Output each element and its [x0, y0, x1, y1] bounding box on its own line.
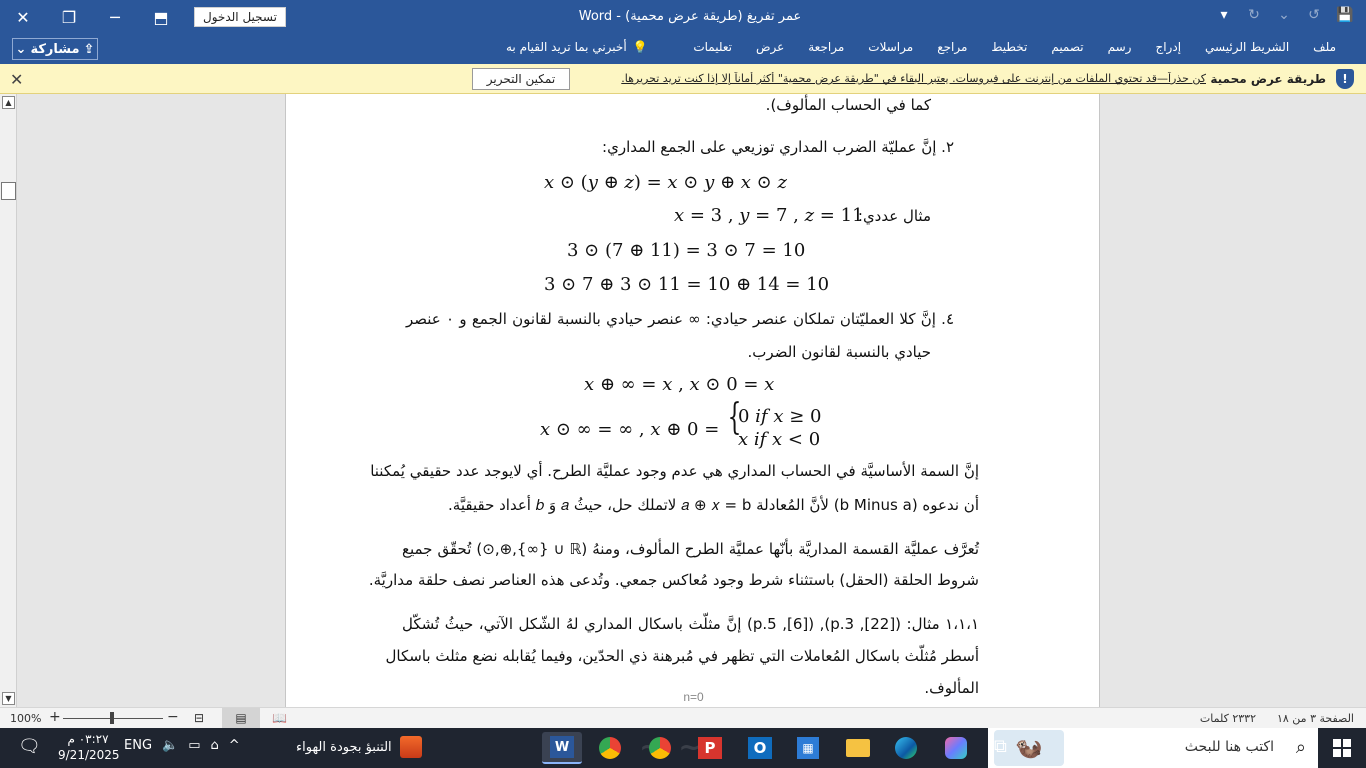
weather-text: التنبؤ بجودة الهواء — [296, 739, 392, 755]
text-line: إنَّ السمة الأساسيَّة في الحساب المداري هي عدم وجود عمليَّة الطرح. أي لايوجد عدد حقيقي يُمكننا — [370, 462, 979, 480]
status-bar — [0, 707, 1366, 728]
customize-qat-icon[interactable]: ▾ — [1220, 7, 1228, 23]
save-icon[interactable]: 💾 — [1336, 7, 1354, 23]
outlook-app-icon[interactable]: O — [740, 732, 780, 764]
text-line: مثال عددي: — [857, 207, 931, 225]
tab-mailings[interactable]: مراسلات — [868, 40, 914, 54]
text-line: ٤. إنَّ كلا العمليّتان تملكان عنصر حيادي: ∞ عنصر حيادي بالنسبة لقانون الجمع و ٠ عنصر — [406, 310, 955, 328]
ribbon-tabs-bar — [0, 34, 1366, 64]
file-explorer-app-icon[interactable] — [838, 732, 878, 764]
window-title: عمر تفريغ (طريقة عرض محمية) - Word — [578, 9, 802, 24]
protected-view-message[interactable]: كن حذراً—قد تحتوي الملفات من إنترنت على فيروسات. يعتبر البقاء في "طريقة عرض محمية" أكثر أماناً إلا إذا كنت تريد تحريرها. — [621, 72, 1206, 85]
network-icon[interactable]: ⌂ — [210, 738, 219, 753]
search-placeholder: اكتب هنا للبحث — [1184, 739, 1274, 755]
protected-view-title: طريقة عرض محمية — [1210, 72, 1326, 86]
task-view-icon[interactable]: ⧉ — [994, 736, 1007, 757]
page-count[interactable]: الصفحة ٣ من ١٨ — [1276, 712, 1354, 725]
system-tray — [124, 738, 240, 753]
math-equation: 𝑥 ⊙ ∞ = ∞ , 𝑥 ⊕ 0 = — [540, 419, 720, 440]
math-equation: 𝑥 = 3 , 𝑦 = 7 , 𝑧 = 11 — [674, 205, 864, 226]
edge-app-icon[interactable] — [886, 732, 926, 764]
tell-me-search[interactable] — [506, 40, 648, 54]
tab-draw[interactable]: رسم — [1107, 40, 1132, 54]
word-app-icon[interactable]: W — [542, 732, 582, 764]
tab-help[interactable]: تعليمات — [693, 40, 732, 54]
taskbar-clock[interactable] — [58, 731, 118, 763]
windows-logo-icon — [1333, 739, 1351, 757]
text-line: كما في الحساب المألوف). — [765, 96, 931, 114]
print-layout-icon[interactable]: ▤ — [222, 708, 260, 728]
text-line: أن ندعوه (b Minus a) لأنَّ المُعادلة 𝑎 ⊕ 𝑥 = b لاتملك حل، حيثُ 𝑎 وَ 𝑏 أعداد حقيقيَّة. — [448, 496, 979, 514]
tab-insert[interactable]: إدراج — [1155, 40, 1182, 54]
redo-icon[interactable]: ↻ — [1248, 7, 1260, 23]
read-mode-icon[interactable]: 📖 — [272, 711, 287, 725]
tab-review[interactable]: مراجعة — [808, 40, 845, 54]
share-icon: ⇪ — [83, 41, 95, 57]
wps-app-icon[interactable]: P — [690, 732, 730, 764]
focus-mode-icon[interactable]: ⊟ — [194, 711, 205, 725]
tab-layout[interactable]: تخطيط — [991, 40, 1028, 54]
text-line: شروط الحلقة (الحقل) باستثناء شرط وجود مُعاكس جمعي. وتُدعى هذه العناصر نصف حلقة مداريَّة. — [368, 571, 979, 589]
tab-design[interactable]: تصميم — [1051, 40, 1084, 54]
math-equation: 3 ⊙ 7 ⊕ 3 ⊙ 11 = 10 ⊕ 14 = 10 — [544, 274, 830, 295]
word-count[interactable]: ٢٣٣٢ كلمات — [1199, 712, 1256, 725]
air-quality-icon — [400, 736, 422, 758]
scrollbar-thumb[interactable] — [1, 182, 16, 200]
chrome-profile-app-icon[interactable] — [590, 732, 630, 764]
vertical-scrollbar[interactable] — [0, 94, 17, 707]
undo-dropdown-icon[interactable]: ⌄ — [1278, 7, 1290, 23]
chrome-app-icon[interactable] — [640, 732, 680, 764]
clock-time: ٠٣:٢٧ م — [67, 732, 109, 746]
tab-home[interactable]: الشريط الرئيسي — [1205, 40, 1290, 54]
taskbar-search-box[interactable] — [988, 728, 1318, 768]
zoom-slider-thumb[interactable] — [110, 712, 114, 724]
notification-center-icon[interactable]: 🗨 — [18, 736, 41, 757]
ribbon-tabs — [681, 40, 1348, 54]
close-icon[interactable]: ✕ — [10, 70, 24, 89]
tell-me-label: أخبرني بما تريد القيام به — [506, 40, 627, 54]
watermark: ~ — [678, 730, 705, 763]
math-equation: 𝑥 ⊙ (𝑦 ⊕ 𝑧) = 𝑥 ⊙ 𝑦 ⊕ 𝑥 ⊙ 𝑧 — [544, 172, 787, 193]
text-line: أسطر مُثلّث باسكال المُعاملات التي تظهر في مُبرهنة ذي الحدّين، وفيما يُقابله نضع مثلث باسكال — [385, 647, 979, 665]
scroll-down-icon[interactable]: ▼ — [2, 692, 15, 705]
zoom-out-button[interactable]: + — [49, 709, 61, 725]
share-button[interactable] — [12, 38, 98, 60]
text-line: تُعرَّف عمليَّة القسمة المداريَّة بأنّها عمليَّة الطرح المألوف، ومنهُ (ℝ ∪ {∞},⊕,⊙) تُحقّق جميع — [402, 540, 979, 558]
quick-access-toolbar — [1216, 7, 1352, 23]
minimize-window-button[interactable]: ─ — [110, 7, 120, 27]
close-window-button[interactable]: ✕ — [16, 7, 30, 27]
taskbar — [0, 728, 1366, 768]
tab-view[interactable]: عرض — [755, 40, 785, 54]
share-label: مشاركة — [30, 41, 80, 57]
text-line: ١،١،١ مثال: ([22], p.3), ([6], p.5) إنَّ مثلّث باسكال المداري لهُ الشّكل الآتي، حيثُ تُشكّل — [402, 615, 980, 633]
restore-window-button[interactable]: ❐ — [61, 7, 77, 27]
lightbulb-icon: 💡 — [632, 40, 648, 54]
protected-view-bar — [0, 64, 1366, 94]
math-equation: 𝑥 ⊕ ∞ = 𝑥 , 𝑥 ⊙ 0 = 𝑥 — [584, 374, 775, 395]
tab-file[interactable]: ملف — [1313, 40, 1336, 54]
math-case: 𝑥 𝑖𝑓 𝑥 < 0 — [738, 429, 821, 450]
store-app-icon[interactable]: ▦ — [788, 732, 828, 764]
document-area — [0, 94, 1366, 707]
scroll-up-icon[interactable]: ▲ — [2, 96, 15, 109]
windows-start-button[interactable] — [1318, 728, 1366, 768]
clock-date: 9/21/2025 — [58, 748, 120, 762]
shield-icon: ! — [1336, 69, 1354, 89]
volume-icon[interactable]: 🔈 — [162, 738, 179, 753]
page-footer-text: n=0 — [683, 690, 704, 704]
show-hidden-icons-chevron-icon[interactable]: ^ — [228, 738, 240, 753]
ribbon-display-options-button[interactable]: ⬒ — [153, 7, 169, 27]
text-line: المألوف. — [924, 679, 979, 697]
enable-editing-button[interactable]: تمكين التحرير — [472, 68, 570, 90]
text-line: حيادي بالنسبة لقانون الضرب. — [747, 343, 931, 361]
tab-references[interactable]: مراجع — [937, 40, 968, 54]
title-bar — [0, 0, 1366, 34]
document-page[interactable] — [285, 94, 1100, 707]
weather-widget[interactable] — [296, 736, 422, 758]
battery-icon[interactable]: ▭ — [188, 738, 201, 753]
chevron-down-icon: ⌄ — [15, 41, 27, 57]
math-equation: 3 ⊙ (7 ⊕ 11) = 3 ⊙ 7 = 10 — [567, 240, 806, 261]
brace-symbol: { — [727, 397, 742, 438]
language-indicator[interactable]: ENG — [124, 738, 153, 753]
search-highlight-image[interactable]: 🦦 — [994, 730, 1064, 766]
text-line: ٢. إنَّ عمليّة الضرب المداري توزيعي على الجمع المداري: — [602, 138, 954, 156]
zoom-in-button[interactable]: − — [167, 709, 179, 725]
search-icon: ⌕ — [1295, 737, 1306, 758]
zoom-level[interactable]: 100% — [10, 712, 42, 725]
sign-in-button[interactable]: تسجيل الدخول — [194, 7, 286, 27]
math-case: 0 𝑖𝑓 𝑥 ≥ 0 — [738, 406, 822, 427]
copilot-app-icon[interactable] — [936, 732, 976, 764]
undo-icon[interactable]: ↺ — [1308, 7, 1320, 23]
